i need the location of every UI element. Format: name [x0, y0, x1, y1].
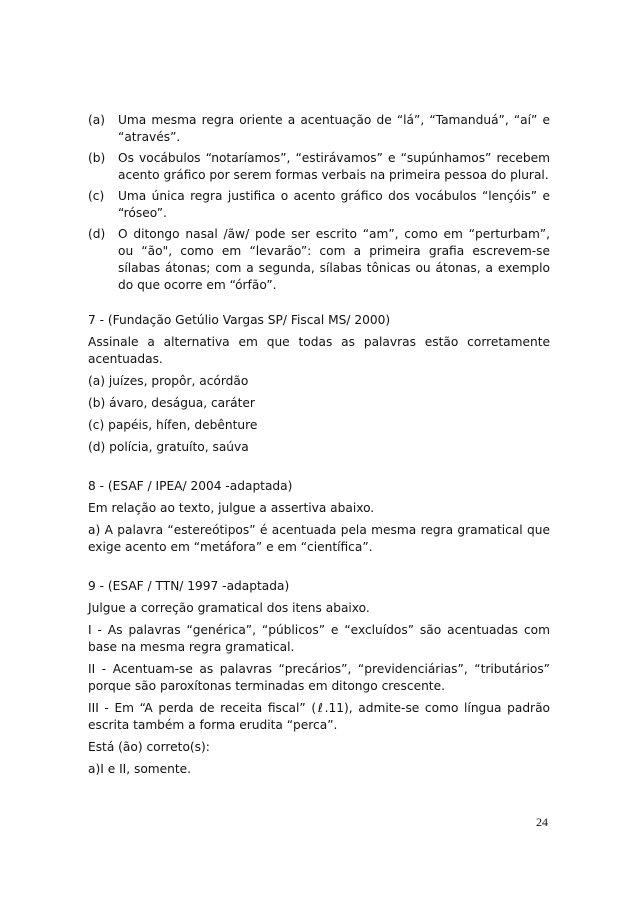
option-b — [88, 150, 550, 184]
question-9-item-2: II - Acentuam-se as palavras “precários”, “previdenciárias”, “tributários” porque são paroxítonas terminadas em ditongo crescente. — [88, 662, 550, 693]
option-text: O ditongo nasal /ãw/ pode ser escrito “am”, como em “perturbam”, ou “ão", como em “levarão”: com a primeira grafia escrevem-se sílabas átonas; com a segunda, sílabas tônicas ou átonas, a exemplo do que ocorre em “órfão”. — [118, 227, 550, 292]
question-7-option-d: (d) polícia, gratuíto, saúva — [88, 440, 249, 454]
question-9-question: Está (ão) correto(s): — [88, 740, 210, 754]
option-text: Uma única regra justifica o acento gráfico dos vocábulos “lençóis” e “róseo”. — [118, 189, 550, 220]
option-text: Uma mesma regra oriente a acentuação de “lá”, “Tamanduá”, “aí” e “através”. — [118, 113, 550, 144]
option-label: (d) — [88, 227, 106, 241]
question-8-item: a) A palavra “estereótipos” é acentuada pela mesma regra gramatical que exige acento em “metáfora” e em “científica”. — [88, 523, 550, 554]
page-content — [88, 112, 550, 783]
option-label: (a) — [88, 113, 105, 127]
question-7-prompt: Assinale a alternativa em que todas as palavras estão corretamente acentuadas. — [88, 335, 550, 366]
page-number: 24 — [536, 815, 548, 829]
option-a — [88, 112, 550, 146]
option-text: Os vocábulos “notaríamos”, “estirávamos” e “supúnhamos” recebem acento gráfico por serem formas verbais na primeira pessoa do plural. — [118, 151, 550, 182]
question-9-item-3: III - Em “A perda de receita fiscal” (ℓ.11), admite-se como língua padrão escrita também a forma erudita “perca”. — [88, 701, 550, 732]
question-9-answer-a: a)I e II, somente. — [88, 762, 192, 776]
question-9-heading: 9 - (ESAF / TTN/ 1997 -adaptada) — [88, 579, 290, 593]
question-7-option-c: (c) papéis, hífen, debênture — [88, 418, 258, 432]
option-c — [88, 188, 550, 222]
question-9-prompt: Julgue a correção gramatical dos itens abaixo. — [88, 601, 370, 615]
question-8-prompt: Em relação ao texto, julgue a assertiva abaixo. — [88, 501, 375, 515]
question-8-heading: 8 - (ESAF / IPEA/ 2004 -adaptada) — [88, 479, 293, 493]
question-7-heading: 7 - (Fundação Getúlio Vargas SP/ Fiscal MS/ 2000) — [88, 313, 391, 327]
option-d — [88, 226, 550, 294]
option-label: (b) — [88, 151, 106, 165]
question-7-option-b: (b) ávaro, deságua, caráter — [88, 396, 255, 410]
question-9-item-1: I - As palavras “genérica”, “públicos” e “excluídos” são acentuadas com base na mesma regra gramatical. — [88, 623, 550, 654]
option-label: (c) — [88, 189, 105, 203]
question-7-option-a: (a) juízes, propôr, acórdão — [88, 374, 249, 388]
